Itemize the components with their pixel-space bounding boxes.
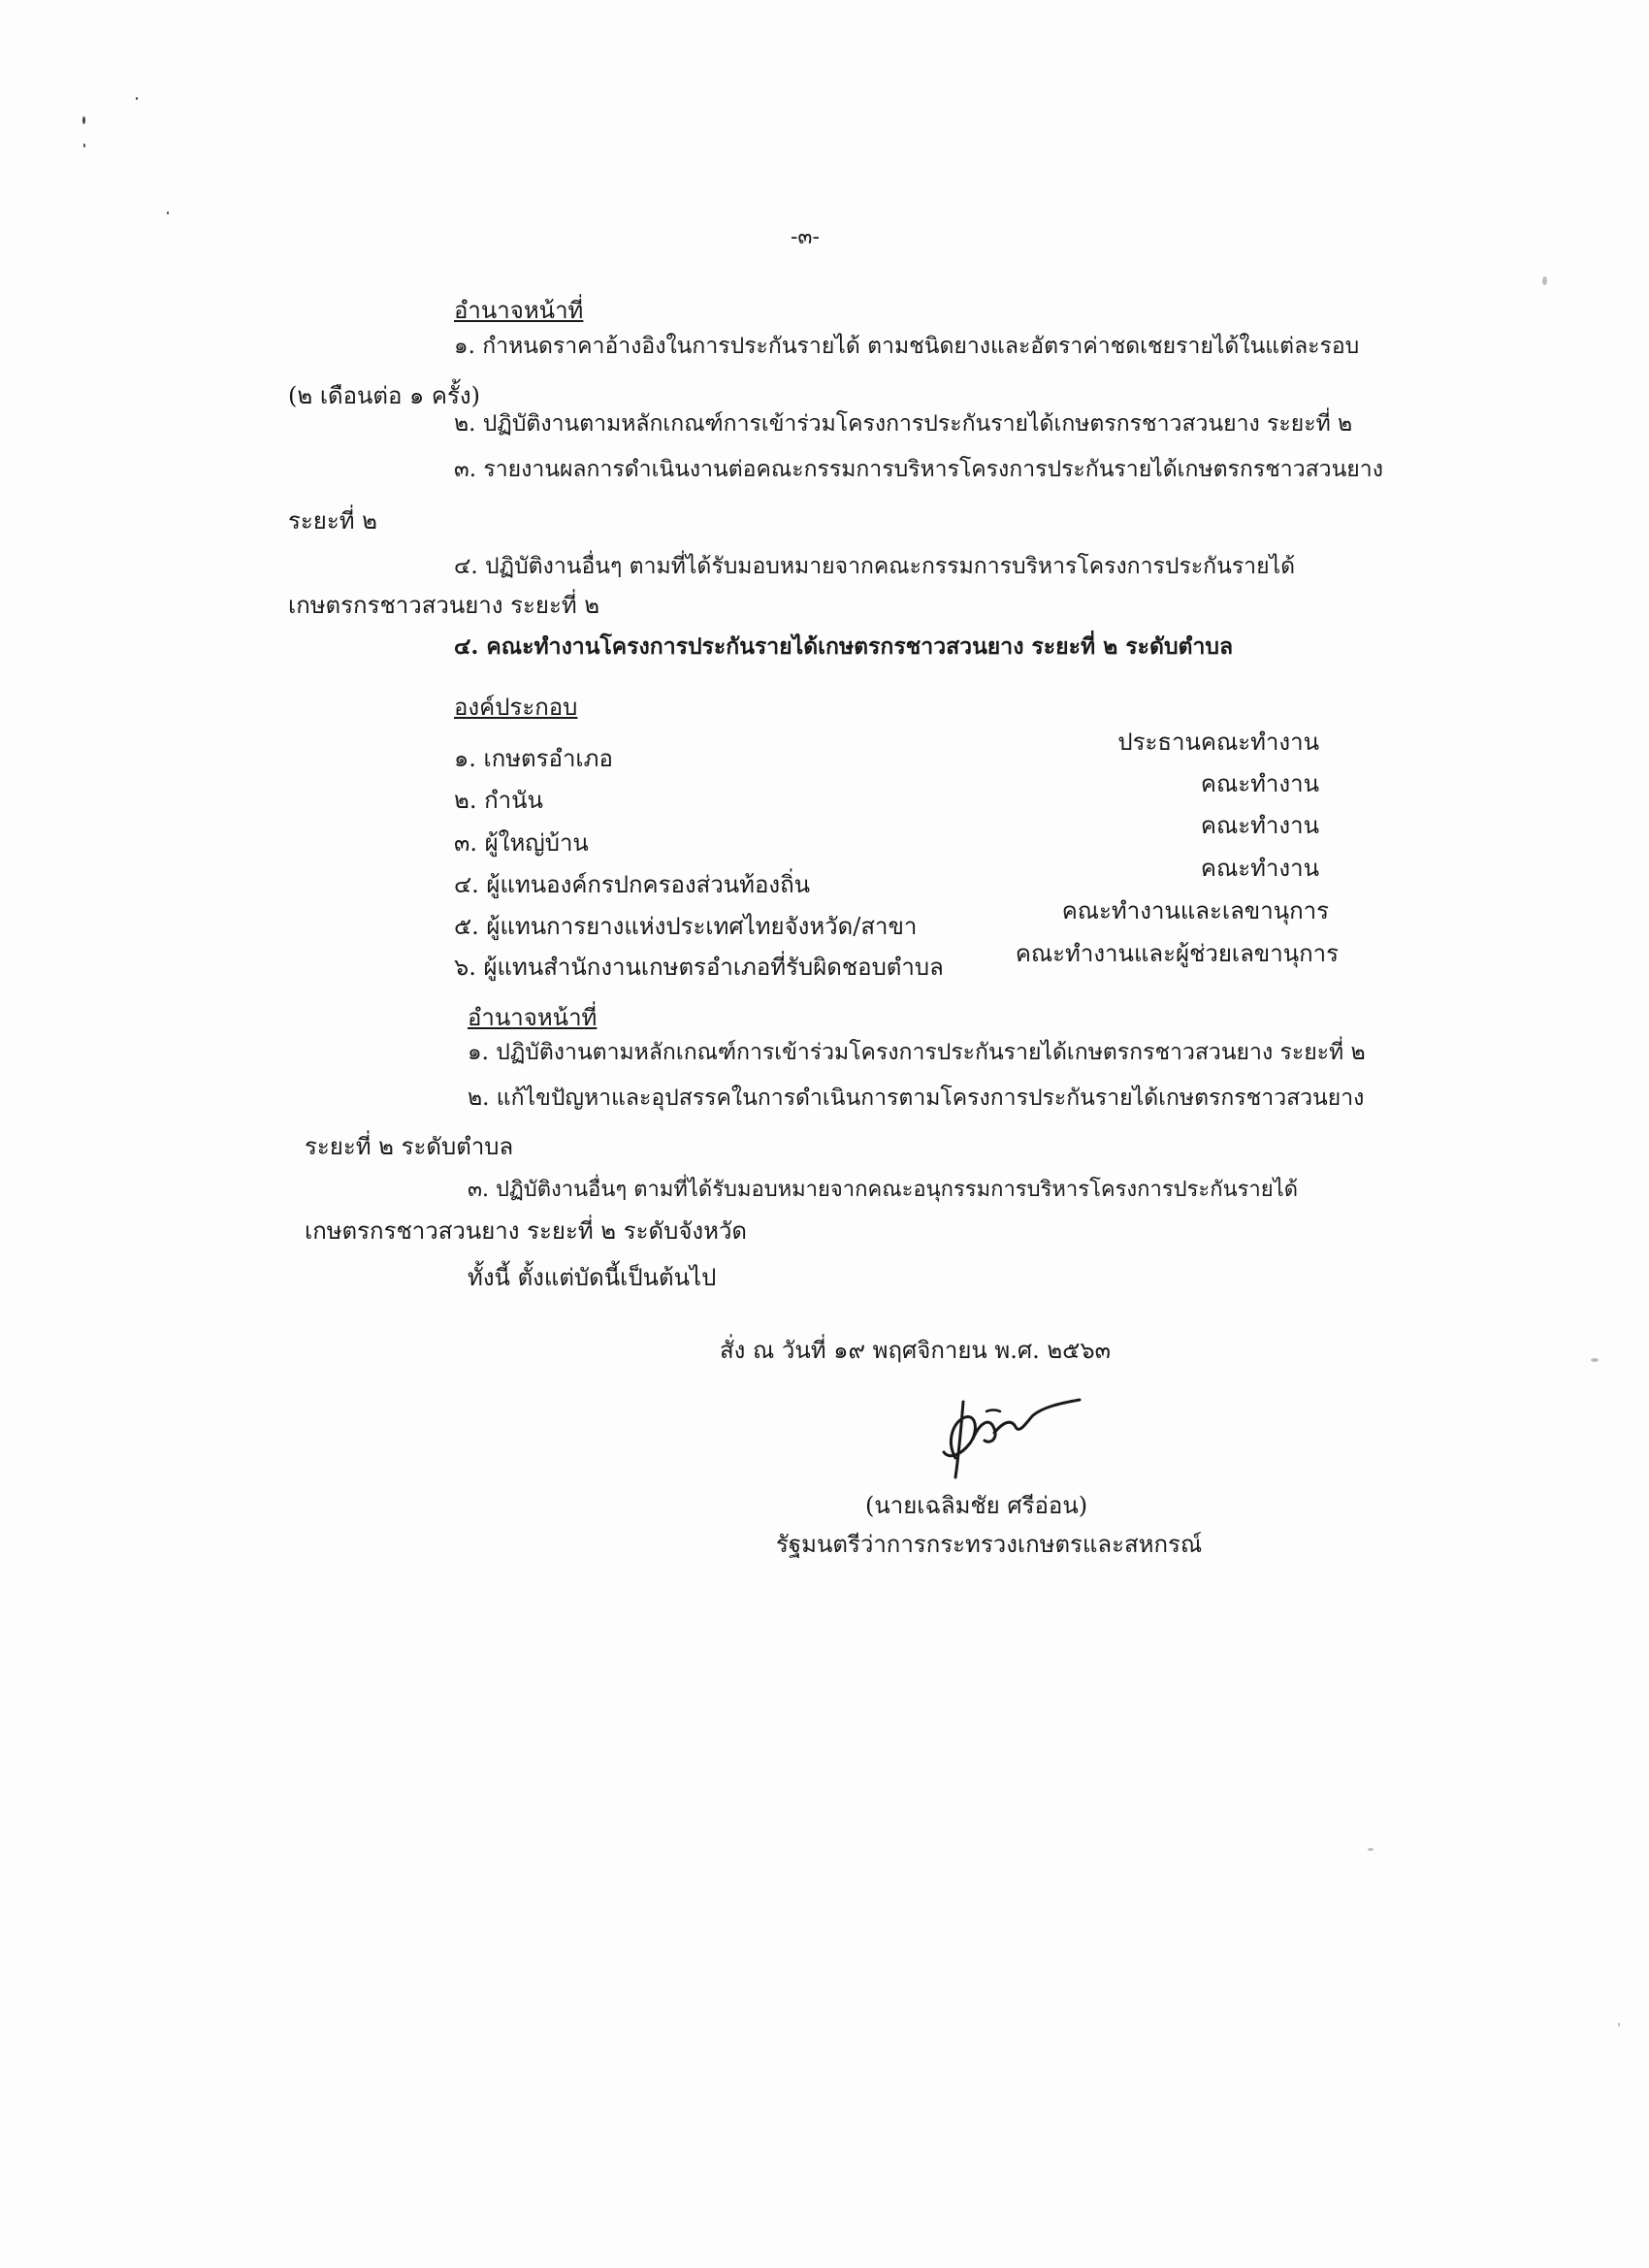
scan-speck xyxy=(82,116,85,124)
duty-3-line-2: ระยะที่ ๒ xyxy=(288,507,378,535)
member-name: ๕. ผู้แทนการยางแห่งประเทศไทยจังหวัด/สาขา xyxy=(454,913,918,940)
duty-2: ๒. ปฏิบัติงานตามหลักเกณฑ์การเข้าร่วมโครงการประกันรายได้เกษตรกรชาวสวนยาง ระยะที่ ๒ xyxy=(454,411,1353,437)
member-name: ๔. ผู้แทนองค์กรปกครองส่วนท้องถิ่น xyxy=(454,871,811,898)
member-role: คณะทำงานและผู้ช่วยเลขานุการ xyxy=(1015,940,1339,967)
member-name: ๑. เกษตรอำเภอ xyxy=(454,745,613,772)
member-role: คณะทำงานและเลขานุการ xyxy=(1061,897,1329,924)
duty-1-line-2: (๒ เดือนต่อ ๑ ครั้ง) xyxy=(288,382,480,409)
member-name: ๖. ผู้แทนสำนักงานเกษตรอำเภอที่รับผิดชอบตำบล xyxy=(454,954,944,981)
scan-speck xyxy=(1618,2023,1620,2026)
member-name: ๓. ผู้ใหญ่บ้าน xyxy=(454,829,589,857)
tambon-duty-1: ๑. ปฏิบัติงานตามหลักเกณฑ์การเข้าร่วมโครงการประกันรายได้เกษตรกรชาวสวนยาง ระยะที่ ๒ xyxy=(468,1040,1366,1065)
duty-4-line-1: ๔. ปฏิบัติงานอื่นๆ ตามที่ได้รับมอบหมายจากคณะกรรมการบริหารโครงการประกันรายได้ xyxy=(454,554,1296,579)
signature-graphic xyxy=(926,1382,1091,1489)
order-date: สั่ง ณ วันที่ ๑๙ พฤศจิกายน พ.ศ. ๒๕๖๓ xyxy=(720,1337,1111,1364)
closing-statement: ทั้งนี้ ตั้งแต่บัดนี้เป็นต้นไป xyxy=(468,1264,717,1291)
member-role: คณะทำงาน xyxy=(1200,812,1319,839)
tambon-duty-3-line-2: เกษตรกรชาวสวนยาง ระยะที่ ๒ ระดับจังหวัด xyxy=(305,1217,748,1245)
duty-1-line-1: ๑. กำหนดราคาอ้างอิงในการประกันรายได้ ตามชนิดยางและอัตราค่าชดเชยรายได้ในแต่ละรอบ xyxy=(454,334,1360,359)
member-role: คณะทำงาน xyxy=(1200,855,1319,882)
scan-speck xyxy=(1591,1358,1599,1362)
member-role: ประธานคณะทำงาน xyxy=(1117,729,1319,756)
tambon-duty-3-line-1: ๓. ปฏิบัติงานอื่นๆ ตามที่ได้รับมอบหมายจากคณะอนุกรรมการบริหารโครงการประกันรายได้ xyxy=(468,1178,1299,1202)
page-number: -๓- xyxy=(791,225,820,249)
scan-speck xyxy=(167,211,169,214)
composition-heading: องค์ประกอบ xyxy=(454,694,578,721)
scan-speck xyxy=(136,97,138,100)
duty-4-line-2: เกษตรกรชาวสวนยาง ระยะที่ ๒ xyxy=(288,592,600,619)
scan-speck xyxy=(1368,1848,1374,1851)
tambon-duty-2-line-2: ระยะที่ ๒ ระดับตำบล xyxy=(305,1133,514,1160)
scan-speck xyxy=(1542,276,1547,285)
section-title: ๔. คณะทำงานโครงการประกันรายได้เกษตรกรชาวสวนยาง ระยะที่ ๒ ระดับตำบล xyxy=(454,633,1234,660)
signatory-name: (นายเฉลิมชัย ศรีอ่อน) xyxy=(865,1492,1088,1519)
tambon-duty-2-line-1: ๒. แก้ไขปัญหาและอุปสรรคในการดำเนินการตามโครงการประกันรายได้เกษตรกรชาวสวนยาง xyxy=(468,1085,1365,1111)
scan-speck xyxy=(83,144,85,147)
member-name: ๒. กำนัน xyxy=(454,787,543,814)
duties-heading-2: อำนาจหน้าที่ xyxy=(468,1004,598,1031)
duties-heading: อำนาจหน้าที่ xyxy=(454,297,584,324)
member-role: คณะทำงาน xyxy=(1200,770,1319,797)
signatory-title: รัฐมนตรีว่าการกระทรวงเกษตรและสหกรณ์ xyxy=(776,1531,1203,1558)
duty-3-line-1: ๓. รายงานผลการดำเนินงานต่อคณะกรรมการบริหารโครงการประกันรายได้เกษตรกรชาวสวนยาง xyxy=(454,457,1383,482)
